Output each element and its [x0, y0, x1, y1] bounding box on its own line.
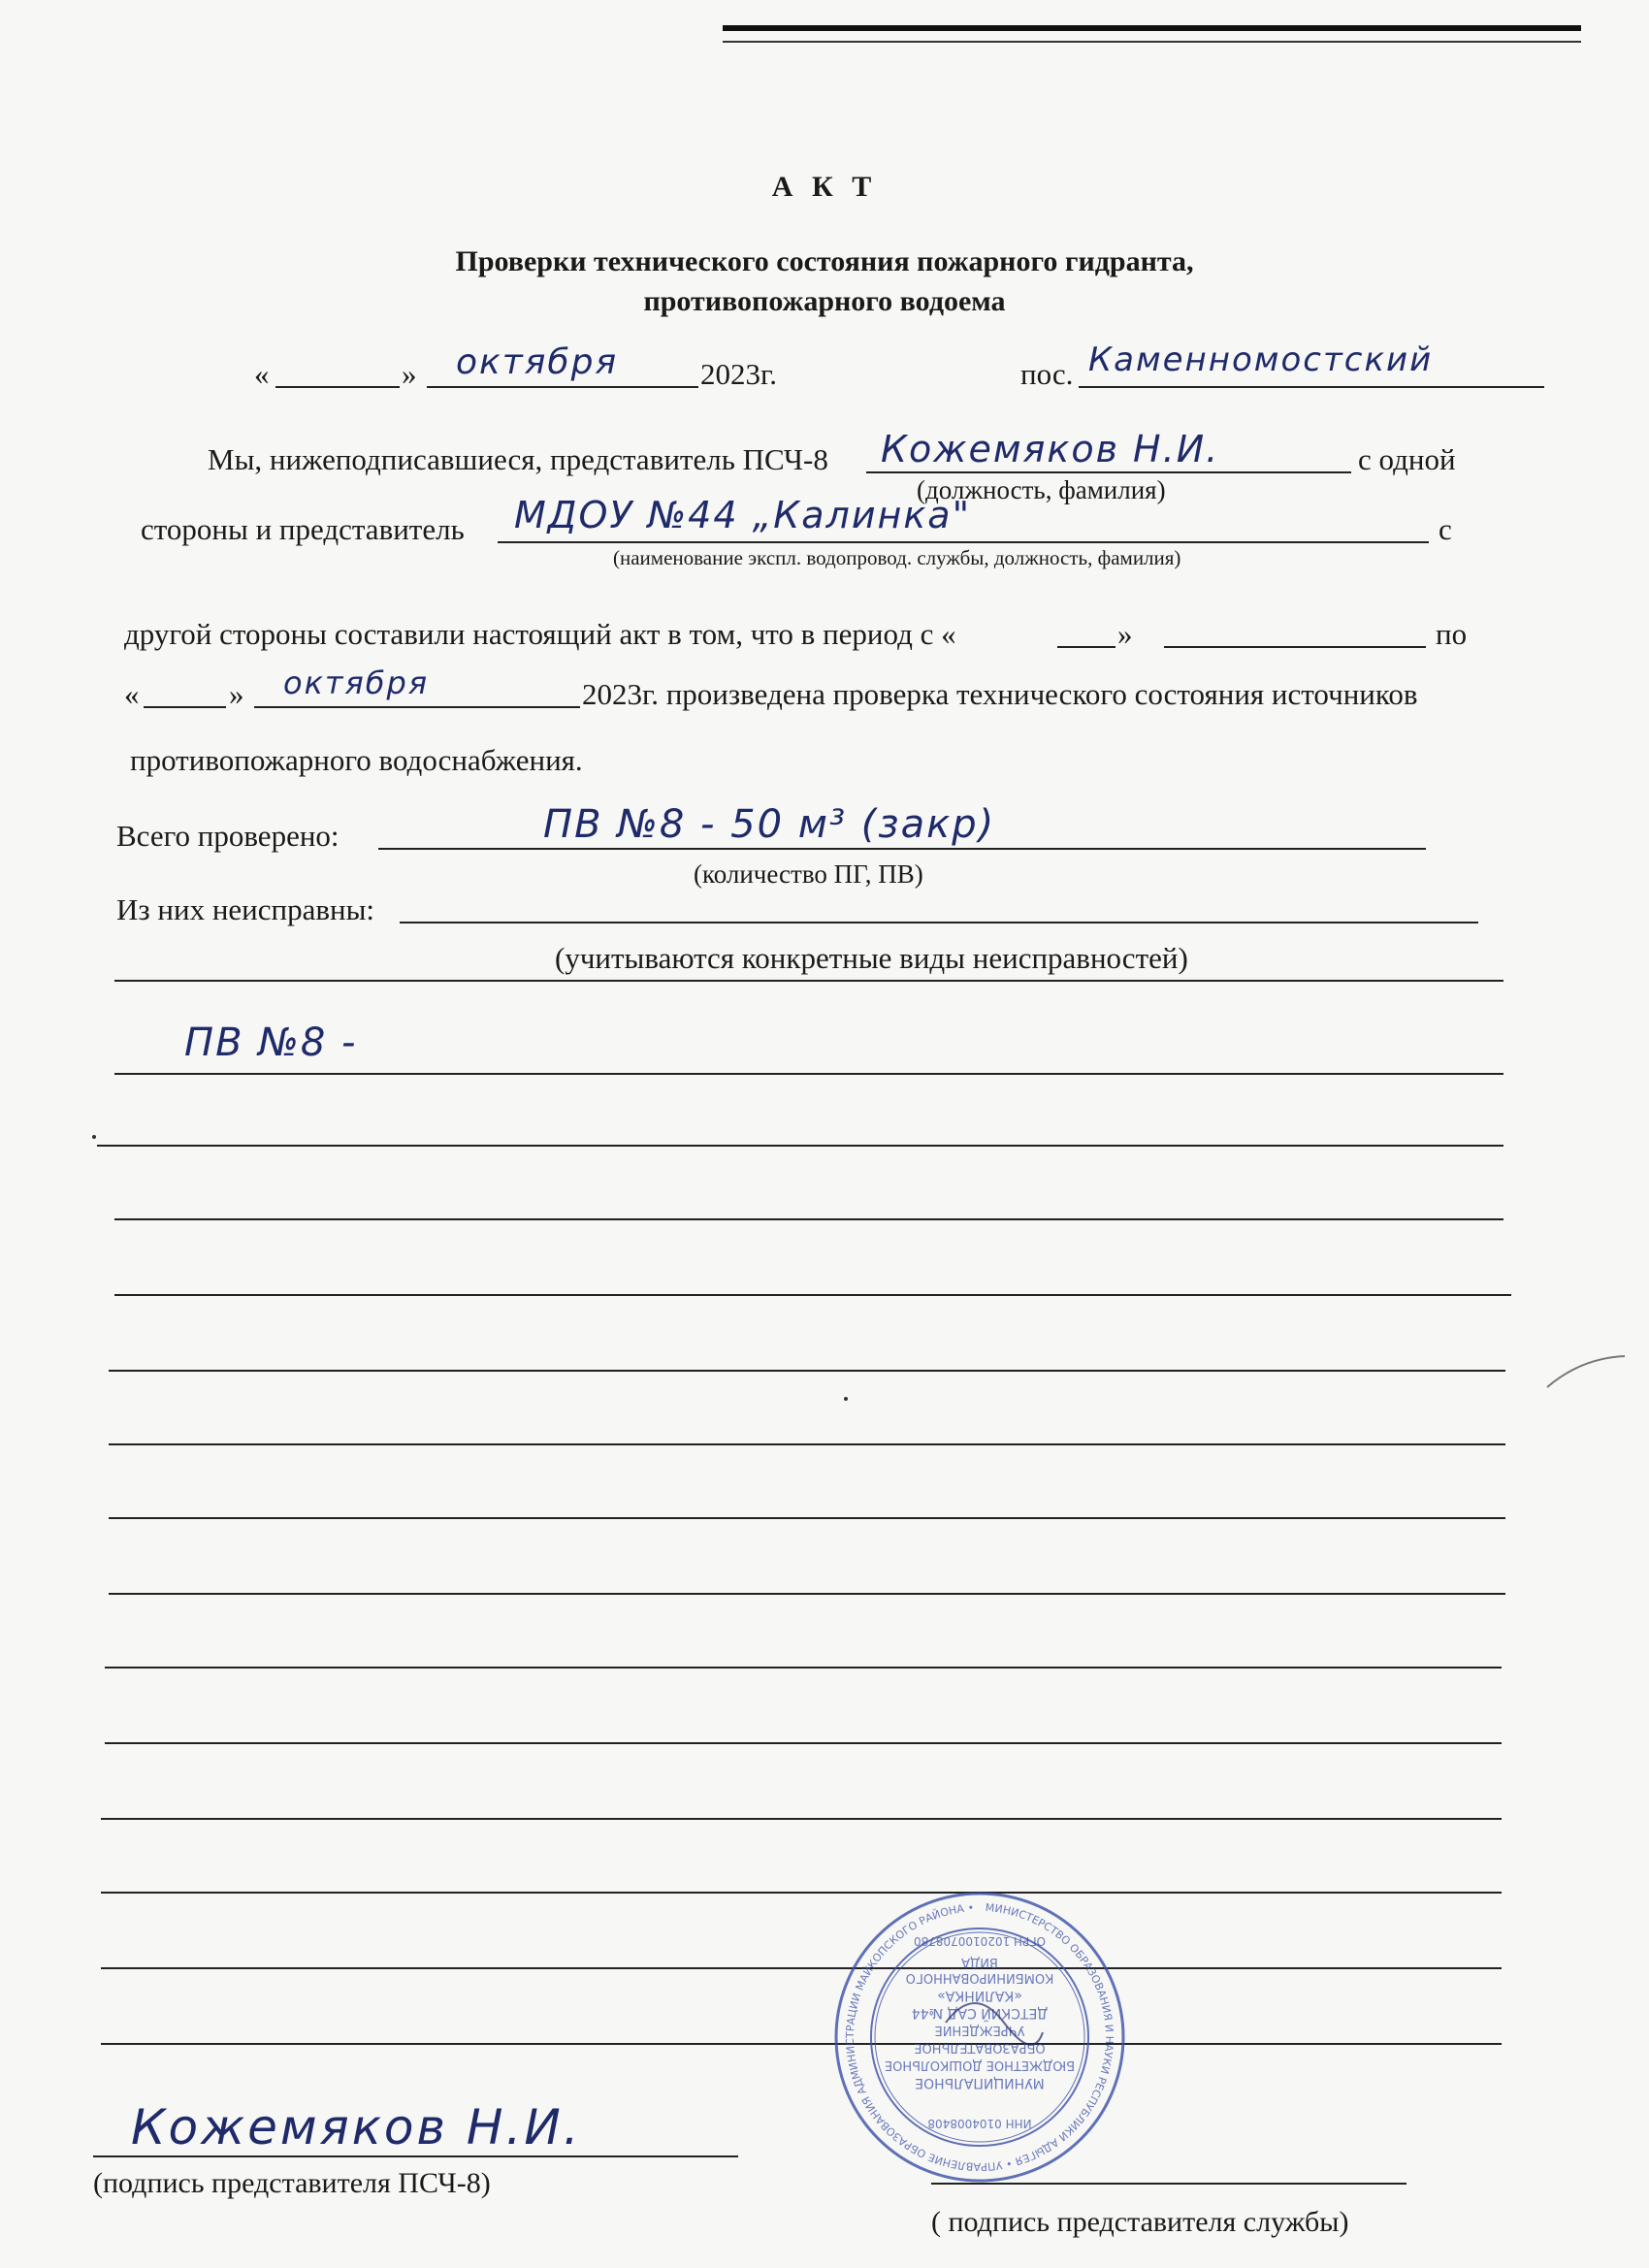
hint-faults: (учитываются конкретные виды неисправностей) — [555, 941, 1188, 975]
writing-line — [101, 1967, 1502, 1969]
writing-line — [114, 980, 1504, 982]
para4-open: « — [124, 677, 140, 711]
faulty-handwritten: ПВ №8 - — [184, 1021, 358, 1065]
svg-text:ВИДА: ВИДА — [961, 1955, 998, 1969]
writing-line — [114, 1294, 1511, 1296]
para1-end: с одной — [1358, 442, 1456, 476]
faulty-label: Из них неисправны: — [116, 892, 375, 926]
svg-text:БЮДЖЕТНОЕ ДОШКОЛЬНОЕ: БЮДЖЕТНОЕ ДОШКОЛЬНОЕ — [884, 2057, 1076, 2072]
writing-line — [105, 1742, 1502, 1744]
psch-signature-handwritten: Кожемяков Н.И. — [131, 2099, 582, 2155]
doc-subtitle-1: Проверки технического состояния пожарного гидранта, — [455, 245, 1194, 277]
hint-position-name: (должность, фамилия) — [917, 475, 1166, 504]
svg-text:УЧРЕЖДЕНИЕ: УЧРЕЖДЕНИЕ — [934, 2023, 1025, 2037]
month-blank — [427, 386, 698, 388]
svg-text:МИНИСТЕРСТВО ОБРАЗОВАНИЯ И НАУ: МИНИСТЕРСТВО ОБРАЗОВАНИЯ И НАУКИ РЕСПУБЛИКИ АДЫГЕЯ • УПРАВЛЕНИЕ ОБРАЗОВАНИЯ АДМИНИСТРАЦИИ МАЙКОПСКОГО РАЙОНА • — [843, 1901, 1116, 2174]
date-open-quote: « — [254, 357, 270, 391]
period-end-day-blank — [144, 706, 226, 708]
period-start-day-blank — [1057, 646, 1116, 648]
psch-signature-line — [93, 2155, 738, 2157]
day-blank — [275, 386, 400, 388]
para4-close: » — [229, 677, 244, 711]
scan-speck — [844, 1397, 848, 1401]
date-year: 2023г. — [700, 357, 777, 391]
organization-stamp — [829, 1887, 1130, 2187]
hint-service: (наименование экспл. водопровод. службы, должность, фамилия) — [613, 546, 1181, 569]
checked-handwritten: ПВ №8 - 50 м³ (закр) — [543, 802, 996, 847]
writing-line — [109, 1593, 1505, 1595]
para1-start: Мы, нижеподписавшиеся, представитель ПСЧ-8 — [208, 442, 828, 476]
writing-line — [114, 1073, 1504, 1075]
settlement-handwritten: Каменномостский — [1088, 340, 1434, 379]
svg-text:КОМБИНИРОВАННОГО: КОМБИНИРОВАННОГО — [905, 1970, 1054, 1985]
scan-edge-bar — [723, 25, 1581, 31]
doc-subtitle-2: противопожарного водоема — [643, 285, 1006, 317]
period-start-month-blank — [1164, 646, 1426, 648]
writing-line — [109, 1443, 1505, 1445]
checked-label: Всего проверено: — [116, 819, 340, 853]
para3-end: по — [1436, 617, 1468, 651]
writing-line — [105, 1667, 1502, 1669]
svg-text:«КАЛИНКА»: «КАЛИНКА» — [937, 1988, 1022, 2003]
scan-curve-mark — [1542, 1348, 1630, 1426]
service-signature-line — [931, 2183, 1406, 2185]
writing-line — [101, 2043, 1502, 2045]
writing-line — [114, 1218, 1504, 1220]
svg-text:МУНИЦИПАЛЬНОЕ: МУНИЦИПАЛЬНОЕ — [915, 2075, 1045, 2090]
svg-text:ОБРАЗОВАТЕЛЬНОЕ: ОБРАЗОВАТЕЛЬНОЕ — [914, 2040, 1046, 2055]
month-handwritten: октября — [456, 342, 619, 382]
scan-speck — [92, 1135, 96, 1139]
faulty-blank — [400, 922, 1478, 923]
psch-rep-blank — [866, 471, 1351, 473]
hint-count: (количество ПГ, ПВ) — [694, 859, 923, 889]
para2-end: с — [1439, 512, 1452, 546]
para3-start: другой стороны составили настоящий акт в том, что в период с « — [124, 617, 956, 651]
writing-line — [101, 1818, 1502, 1820]
service-signature-label: ( подпись представителя службы) — [931, 2206, 1349, 2238]
psch-rep-handwritten: Кожемяков Н.И. — [881, 428, 1220, 470]
writing-line — [109, 1517, 1505, 1519]
svg-text:ИНН 0104008408: ИНН 0104008408 — [927, 2117, 1032, 2130]
doc-title: А К Т — [771, 171, 878, 203]
para4-end: 2023г. произведена проверка технического состояния источников — [582, 677, 1418, 711]
period-end-month-blank — [254, 706, 580, 708]
service-rep-handwritten: МДОУ №44 „Калинка" — [514, 494, 972, 536]
checked-blank — [378, 848, 1426, 850]
date-close-quote: » — [402, 357, 417, 391]
scan-edge-line — [723, 41, 1581, 43]
svg-text:ДЕТСКИЙ САД №44: ДЕТСКИЙ САД №44 — [911, 2005, 1049, 2021]
para5: противопожарного водоснабжения. — [130, 743, 583, 777]
writing-line — [109, 1370, 1505, 1372]
writing-line — [101, 1892, 1502, 1894]
settlement-blank — [1079, 386, 1544, 388]
settlement-label: пос. — [1020, 357, 1074, 391]
para2-start: стороны и представитель — [141, 512, 465, 546]
svg-text:ОГРН 1020100708780: ОГРН 1020100708780 — [913, 1934, 1047, 1948]
writing-line — [97, 1145, 1504, 1147]
para3-mid: » — [1117, 617, 1133, 651]
month2-handwritten: октября — [283, 664, 430, 701]
psch-signature-label: (подпись представителя ПСЧ-8) — [93, 2167, 491, 2199]
service-rep-blank — [498, 541, 1429, 543]
